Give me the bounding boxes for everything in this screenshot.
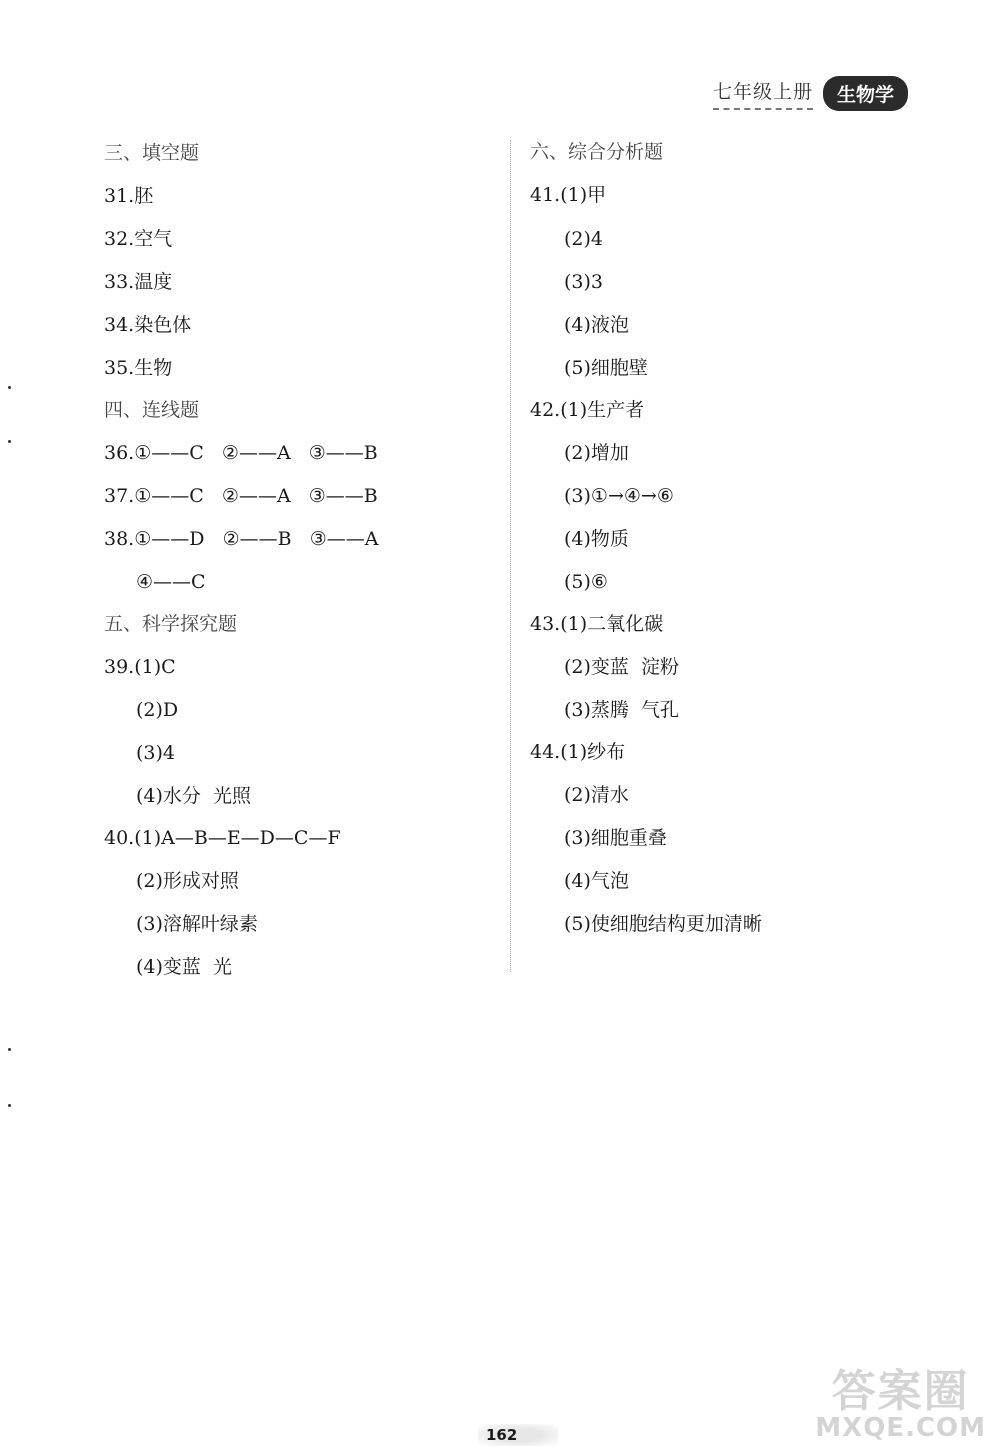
answer-line: 42.(1)生产者: [530, 399, 645, 421]
page-number: 162: [478, 1424, 558, 1446]
answer-line: (5)⑥: [564, 571, 608, 593]
answer-line: (3)溶解叶绿素: [136, 913, 258, 935]
answer-line: (2)4: [564, 228, 604, 250]
answer-line: (2)形成对照: [136, 870, 239, 892]
answer-line: (3)蒸腾 气孔: [564, 699, 679, 721]
answer-line: 35.生物: [104, 357, 173, 379]
scan-speck: [8, 1048, 11, 1051]
section-inquiry: 五、科学探究题: [104, 613, 238, 635]
answer-line: 31.胚: [104, 185, 154, 207]
scan-speck: [8, 440, 11, 443]
page-header: [713, 76, 908, 111]
answer-line: 39.(1)C: [104, 656, 176, 678]
watermark-text: 答案圈: [831, 1366, 970, 1417]
grade-label: 七年级上册: [713, 77, 813, 110]
section-fill-in: 三、填空题: [104, 142, 200, 164]
answer-line: (3)①→④→⑥: [564, 485, 674, 507]
answer-line: (4)液泡: [564, 314, 629, 336]
answer-line: (4)气泡: [564, 870, 629, 892]
answer-line: 40.(1)A—B—E—D—C—F: [104, 827, 341, 849]
watermark-url: MXQE.COM: [815, 1413, 986, 1443]
answer-line: 44.(1)纱布: [530, 741, 626, 763]
answer-line: (5)使细胞结构更加清晰: [564, 913, 762, 935]
answer-line: (2)增加: [564, 442, 629, 464]
answer-line: 33.温度: [104, 271, 173, 293]
answer-line: 43.(1)二氧化碳: [530, 613, 664, 635]
watermark-logo: [815, 1355, 986, 1443]
answer-line: (3)3: [564, 271, 604, 293]
section-matching: 四、连线题: [104, 399, 200, 421]
answer-line: 32.空气: [104, 228, 173, 250]
column-divider: [510, 140, 511, 972]
answer-line: 37.①——C ②——A ③——B: [104, 485, 378, 507]
answer-line: (4)物质: [564, 528, 629, 550]
answer-line: 38.①——D ②——B ③——A: [104, 528, 379, 550]
answer-line: ④——C: [136, 571, 206, 593]
scan-speck: [8, 1104, 11, 1107]
subject-badge: 生物学: [823, 76, 908, 111]
answer-line: (2)变蓝 淀粉: [564, 656, 679, 678]
section-analysis: 六、综合分析题: [530, 141, 664, 163]
answer-line: (5)细胞壁: [564, 357, 648, 379]
answer-line: (4)变蓝 光: [136, 956, 232, 978]
answer-line: (4)水分 光照: [136, 785, 251, 807]
answer-line: 34.染色体: [104, 314, 192, 336]
answer-line: 36.①——C ②——A ③——B: [104, 442, 378, 464]
answer-line: (2)清水: [564, 784, 629, 806]
answer-line: (2)D: [136, 699, 179, 721]
answer-line: (3)4: [136, 742, 176, 764]
answer-line: (3)细胞重叠: [564, 827, 667, 849]
scan-speck: [8, 386, 11, 389]
answer-line: 41.(1)甲: [530, 184, 607, 206]
